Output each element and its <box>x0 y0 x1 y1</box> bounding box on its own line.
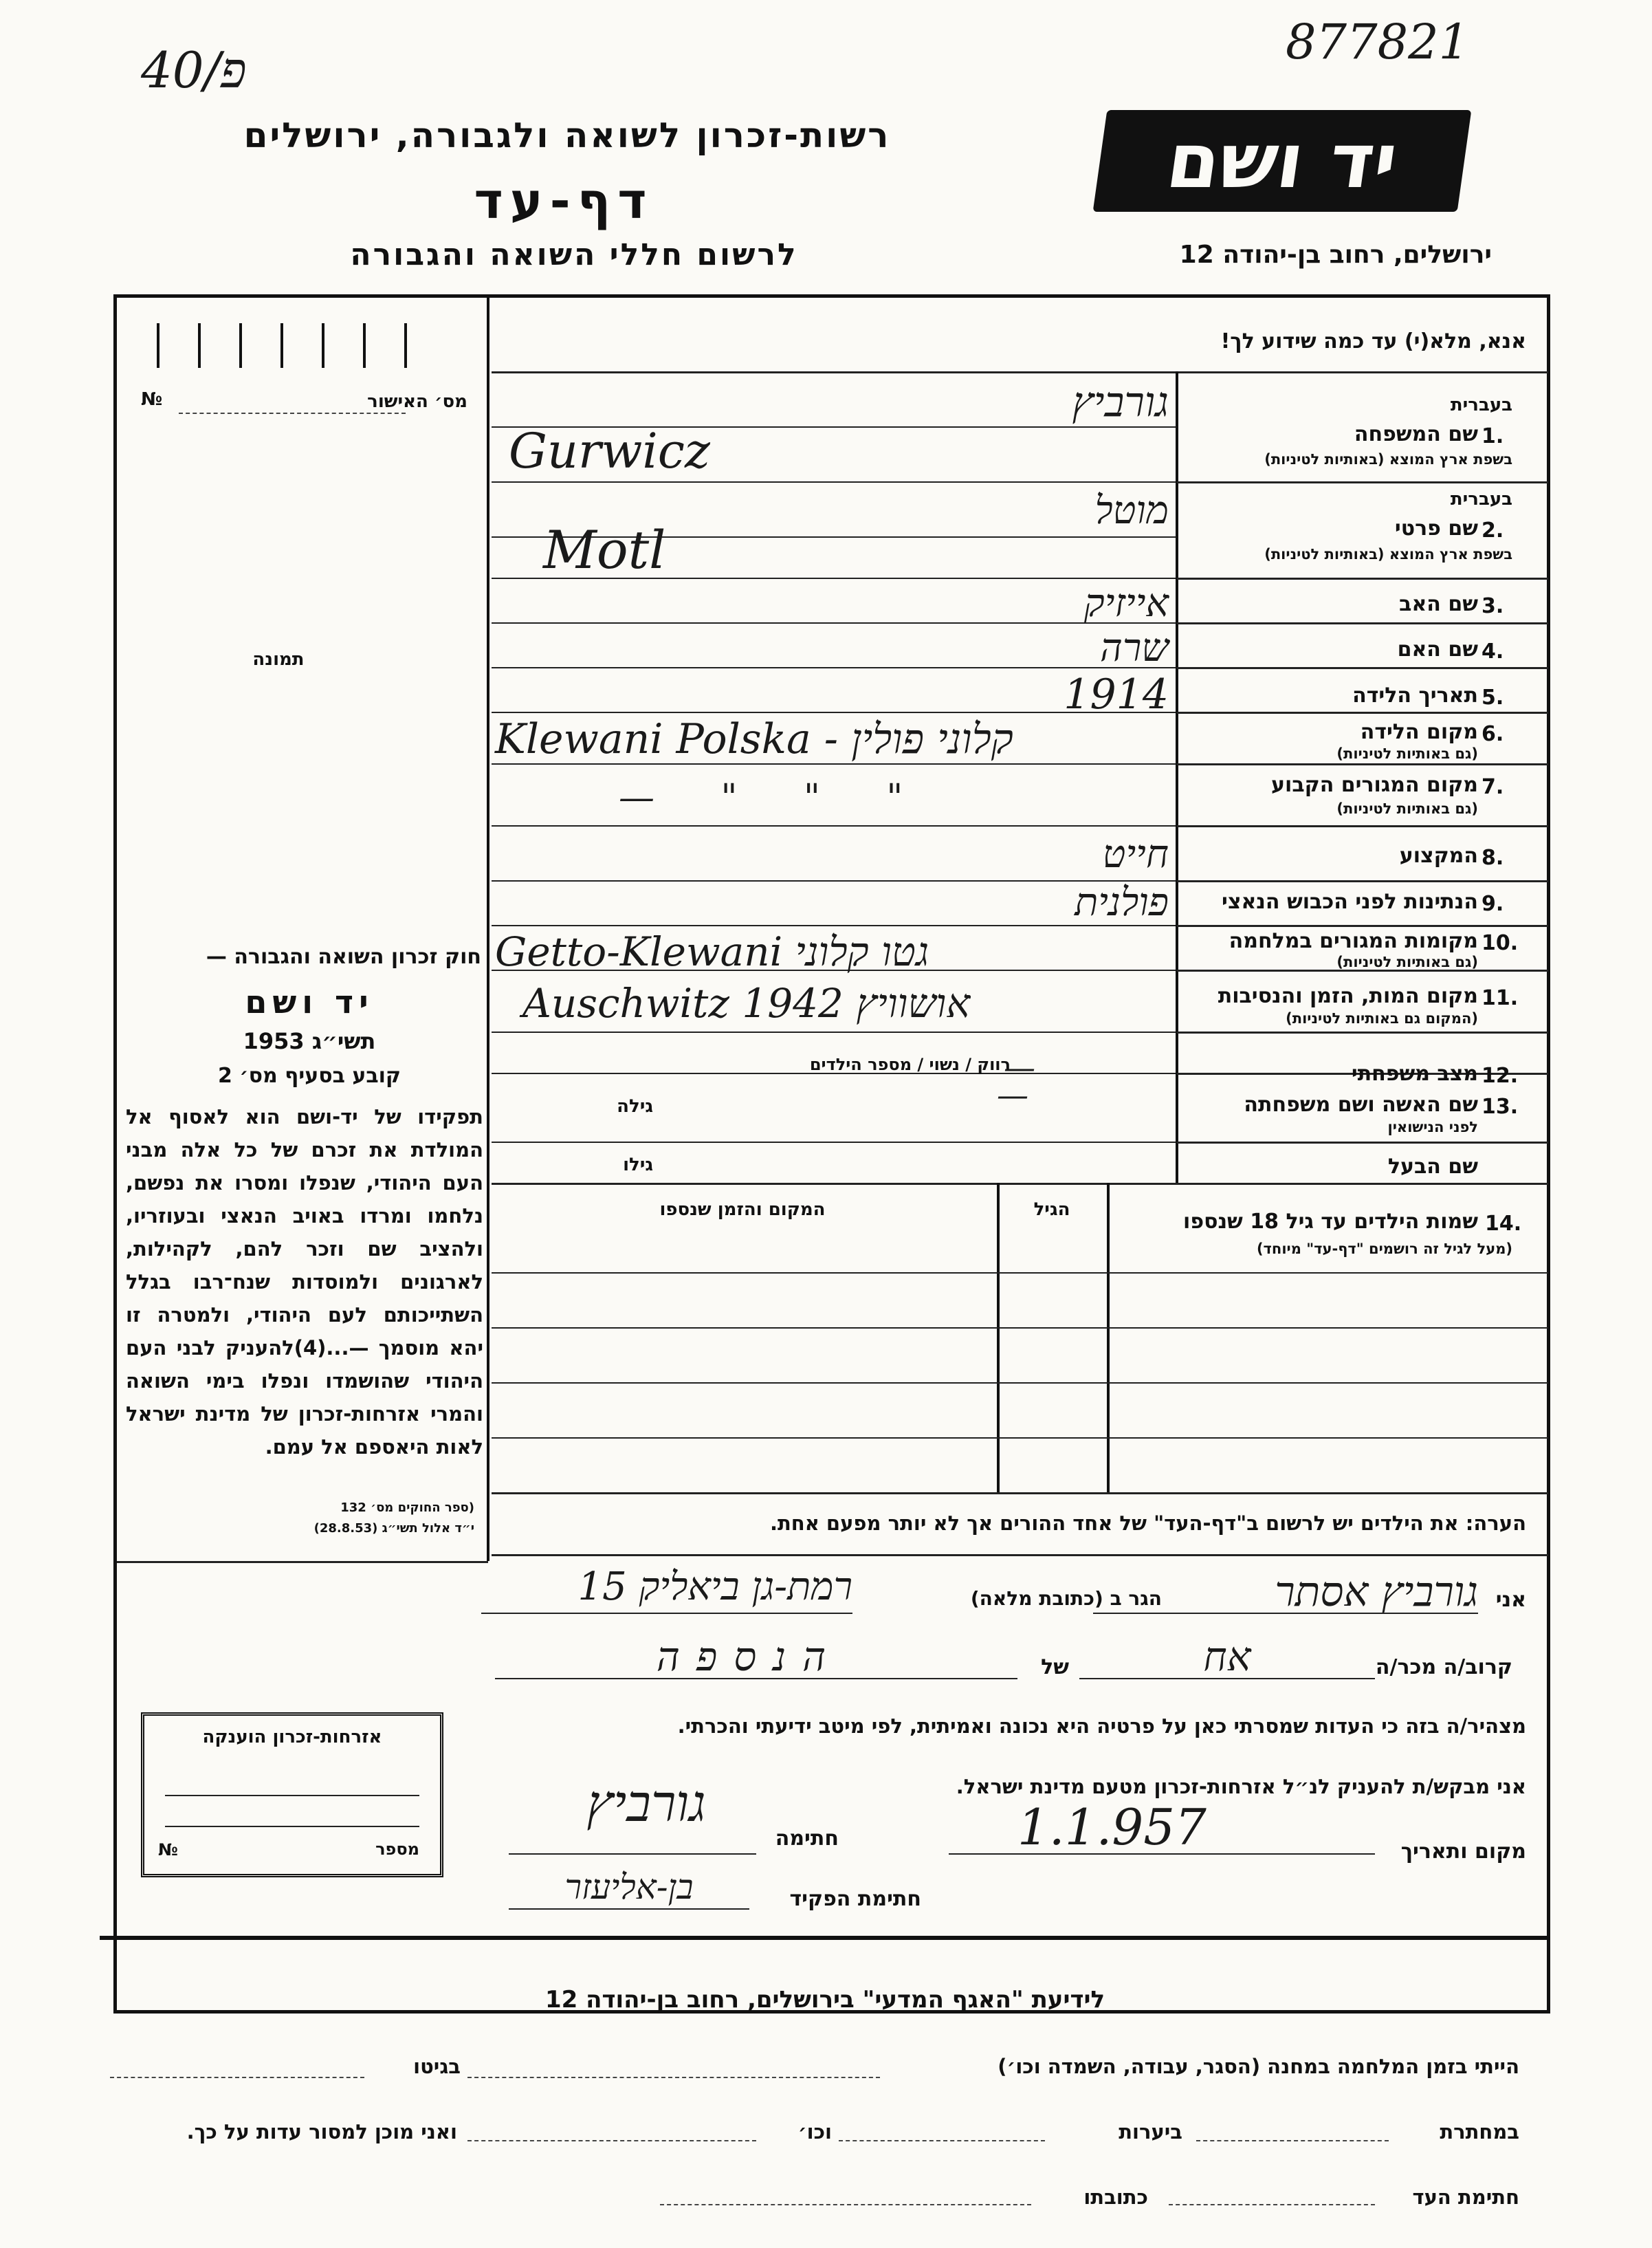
field-2-sub: בשפת ארץ המוצא (באותיות לטיניות) <box>1264 546 1512 563</box>
surname-latin-value: Gurwicz <box>509 423 710 479</box>
husband-age-label: גילו <box>623 1155 653 1175</box>
children-label: שמות הילדים עד גיל 18 שנספו <box>1183 1210 1478 1234</box>
children-age-header: הגיל <box>1033 1199 1070 1220</box>
address-value: רמת-גן ביאליק 15 <box>577 1564 852 1609</box>
footer-underground-label: במחתרת <box>1440 2120 1519 2143</box>
relation-label: קרוב/ה מכר/ה <box>1375 1655 1512 1679</box>
declarant-name-value: גורביץ אסתר <box>1275 1568 1478 1616</box>
law-clause: קובע בסעיף מס׳ 2 <box>217 1064 401 1088</box>
field-12-label: מצב משפחתי <box>1351 1062 1478 1086</box>
place-date-label: מקום ותאריך <box>1400 1840 1526 1864</box>
wife-name-mark: — <box>997 1076 1028 1113</box>
surname-hebrew-value: גורביץ <box>1072 378 1169 426</box>
children-place-header: המקום והזמן שנספו <box>659 1199 826 1220</box>
field-3-label: שם האב <box>1399 592 1478 616</box>
field-1-label: שם המשפחה <box>1354 422 1478 446</box>
firstname-hebrew-value: מוטל <box>1094 488 1169 533</box>
death-place-value: Auschwitz 1942 אושוויץ <box>522 980 971 1027</box>
field-13-label: שם האשה ושם משפחתה <box>1244 1093 1478 1117</box>
field-6-sub: (גם באותיות לטיניות) <box>1336 745 1478 762</box>
marital-status-options: רווק / נשוי / מספר הילדים <box>809 1055 1011 1074</box>
field-13-sub: לפני הנישואין <box>1387 1119 1478 1135</box>
official-signature-value: בן-אליעזר <box>564 1867 694 1907</box>
birth-date-value: 1914 <box>1064 670 1169 719</box>
sidebar-divider <box>487 296 489 1561</box>
field-10-sub: (גם באותיות לטיניות) <box>1336 954 1478 970</box>
place-date-value: 1.1.957 <box>1017 1798 1207 1856</box>
stamp-box-number-label: מספר <box>375 1840 419 1859</box>
firstname-latin-value: Motl <box>543 519 666 580</box>
mother-name-value: שרה <box>1100 626 1169 670</box>
footer-ghetto-label: בגיטו <box>413 2055 461 2078</box>
signature-value: גורביץ <box>586 1774 706 1833</box>
archive-number: 877821 <box>1286 14 1470 70</box>
page-mark: 40/פ <box>141 41 247 99</box>
field-2-hebrew-tag: בעברית <box>1450 489 1512 510</box>
footer-forests-label: ביערות <box>1119 2120 1182 2143</box>
footer-ready-label: ואני מוכן למסור עדות על כך. <box>186 2120 457 2143</box>
field-5-label: תאריך הלידה <box>1352 684 1478 708</box>
declaration-request: אני מבקש/ת להעניק לנ״ל אזרחות-זכרון מטעם מדינת ישראל. <box>956 1775 1526 1798</box>
marital-status-mark: — <box>1004 1049 1035 1086</box>
field-7-sub: (גם באותיות לטיניות) <box>1336 800 1478 817</box>
field-2-label: שם פרטי <box>1394 516 1478 541</box>
wife-age-label: גילה <box>617 1096 653 1117</box>
relation-value: אח <box>1203 1633 1251 1680</box>
footer-title: לידיעת "האגף המדעי" בירושלים, רחוב בן-יהודה 12 <box>544 1986 1105 2014</box>
declaration-ani-label: אני <box>1495 1588 1526 1612</box>
signature-label: חתימה <box>775 1826 839 1851</box>
approval-checkbox-row <box>157 323 445 368</box>
field-9-label: הנתינות לפני הכבוש הנאצי <box>1222 890 1478 914</box>
field-7-label: מקום המגורים הקבוע <box>1271 773 1478 797</box>
law-name: יד ושם <box>245 983 374 1021</box>
form-title: דף-עד <box>474 172 654 230</box>
law-ref-2: י״ד אלול תשי״ג (28.8.53) <box>313 1521 474 1536</box>
official-signature-label: חתימת הפקיד <box>789 1887 921 1911</box>
stamp-box-number-mark: № <box>158 1840 178 1859</box>
footer-camp-label: הייתי בזמן המלחמה במחנה (הסגר, עבודה, השמדה וכו׳) <box>998 2055 1519 2078</box>
residence-value: — " " " <box>619 777 931 818</box>
field-8-label: המקצוע <box>1399 844 1478 868</box>
authority-name: רשות-זכרון לשואה ולגבורה, ירושלים <box>243 116 891 155</box>
of-label: של <box>1041 1655 1069 1679</box>
law-year: תשי״ג 1953 <box>243 1028 376 1054</box>
field-11-label: מקום המות, הזמן והנסיבות <box>1218 984 1478 1008</box>
nationality-value: פולנית <box>1075 880 1169 925</box>
form-intro: אנא, מלא(י) עד כמה שידוע לך! <box>1220 329 1526 353</box>
children-note: הערה: את הילדים יש לרשום ב"דף-העד" של אחד ההורים אך לא יותר מפעם אחת. <box>769 1512 1526 1535</box>
law-title: חוק זכרון השואה והגבורה — <box>206 945 481 969</box>
footer-witness-signature-label: חתימת העד <box>1412 2185 1519 2209</box>
birth-place-value: Klewani Polska - קלוני פולין <box>495 715 1013 763</box>
declaration-statement: מצהיר/ה בזה כי העדות שמסרתי כאן על פרטיה היא נכונה ואמיתית, לפי מיטב ידיעתי והכרתי. <box>677 1714 1526 1738</box>
children-num: 14. <box>1485 1212 1522 1236</box>
field-1-hebrew-tag: בעברית <box>1450 395 1512 415</box>
wartime-residence-value: Getto-Klewani גטו קלוני <box>495 928 929 975</box>
field-6-label: מקום הלידה <box>1360 720 1478 744</box>
field-4-label: שם האם <box>1397 637 1478 662</box>
header-address: ירושלים, רחוב בן-יהודה 12 <box>1179 241 1492 269</box>
children-sub: (מעל לגיל זה רושמים "דף-עד" מיוחד) <box>1256 1241 1512 1257</box>
footer-etc-label: וכו׳ <box>797 2120 832 2143</box>
form-subtitle: לרשום חללי השואה והגבורה <box>350 237 798 272</box>
approval-no-label: מס׳ האישור <box>367 391 467 412</box>
husband-label: שם הבעל <box>1387 1155 1478 1179</box>
of-value: הנספה <box>656 1633 843 1680</box>
field-1-sub: בשפת ארץ המוצא (באותיות לטיניות) <box>1264 451 1512 468</box>
stamp-box-title: אזרחות-זכרון הוענקה <box>202 1727 382 1747</box>
profession-value: חייט <box>1102 832 1169 877</box>
approval-no-mark: № <box>141 389 163 410</box>
yad-vashem-logo: יד ושם <box>1093 110 1472 212</box>
photo-label: תמונה <box>252 649 305 670</box>
field-10-label: מקומות המגורים במלחמה <box>1229 929 1478 953</box>
address-label: הגר ב (כתובת מלאה) <box>970 1587 1162 1610</box>
footer-address-label: כתובתו <box>1083 2185 1148 2209</box>
law-text: תפקידו של יד-ושם הוא לאסוף אל המולדת את זכרם של כל אלה מבני העם היהודי, שנפלו ומסרו את נפשם, נלחמו ומרדו באויב הנאצי ובעוזריו, ולהציב שם וזכר להם, לקהילות, לארגונים ולמוסדות שנח־רבו בגלל השתייכותם לעם היהודי, ולמטרה זו יהא מוסמך —...(4)להעניק לבני העם היהודי שהושמדו ונפלו בימי השואה והמרי אזרחות-זכרון של מדינת ישראל לאות היאספם אל עמם. <box>126 1105 483 1459</box>
law-ref-1: (ספר החוקים מס׳ 132 <box>340 1501 474 1515</box>
label-column-divider <box>1176 371 1178 1183</box>
field-11-sub: (המקום גם באותיות לטיניות) <box>1286 1010 1478 1027</box>
father-name-value: אייזיק <box>1083 581 1169 626</box>
